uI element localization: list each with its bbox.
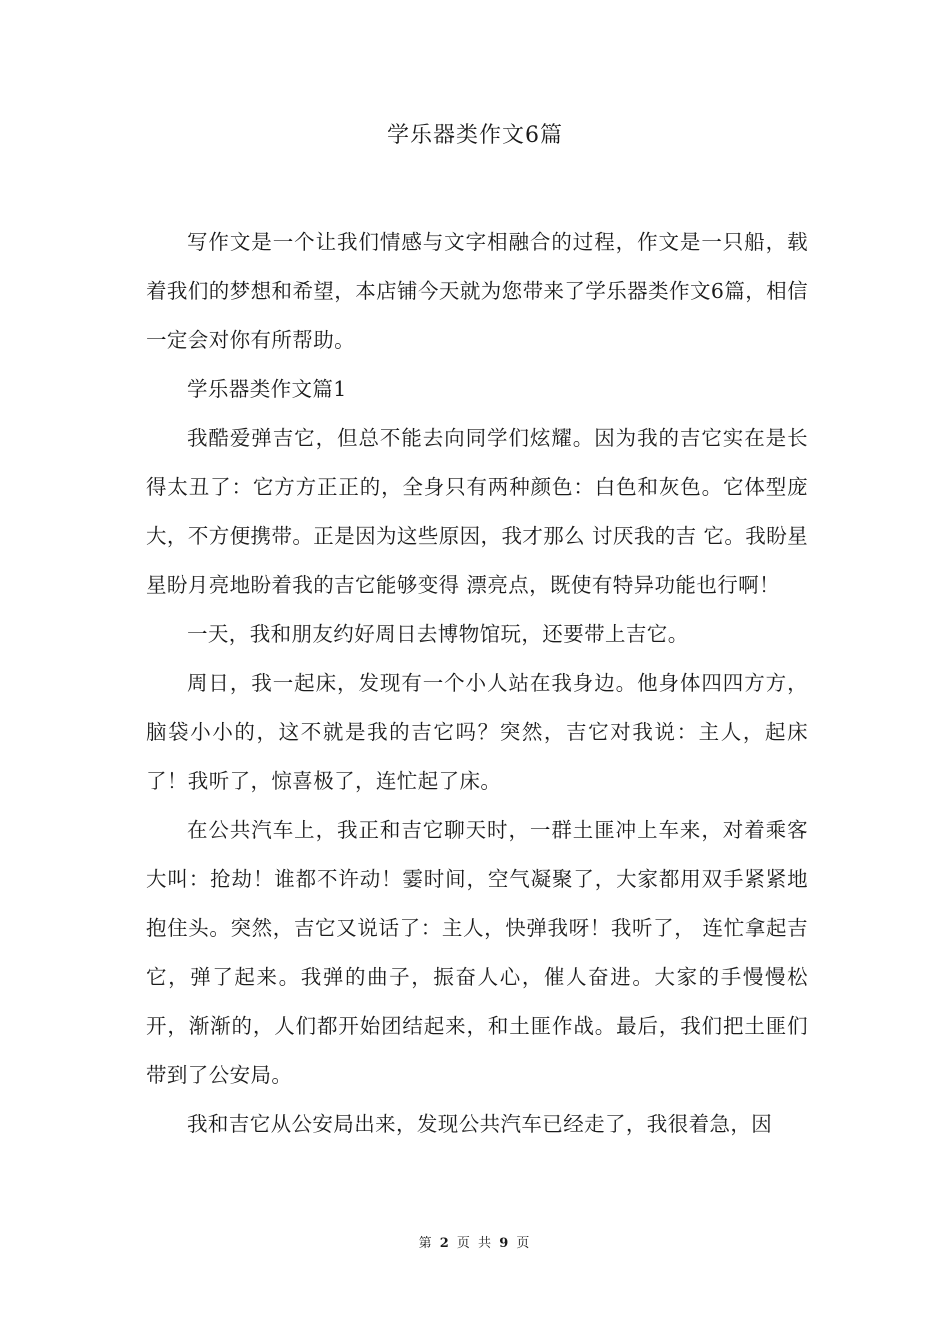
- total-page-number: 9: [499, 1236, 511, 1251]
- section-heading: 学乐器类作文篇1: [187, 377, 347, 401]
- body-paragraph: 周日，我一起床，发现有一个小人站在我身边。他身体四四方方，脑袋小小的，这不就是我的吉它吗？突然，吉它对我说：主人，起床了！我听了，惊喜极了，连忙起了床。: [146, 671, 808, 793]
- footer-prefix: 第: [418, 1236, 434, 1251]
- body-paragraph: 一天，我和朋友约好周日去博物馆玩，还要带上吉它。: [187, 622, 689, 646]
- footer-suffix: 页: [516, 1236, 532, 1251]
- current-page-number: 2: [439, 1236, 451, 1251]
- body-paragraph: 我和吉它从公安局出来，发现公共汽车已经走了，我很着急，因: [187, 1112, 773, 1136]
- page-footer: [0, 1232, 950, 1251]
- document-title: 学乐器类作文6篇: [387, 123, 563, 148]
- body-paragraph: 我酷爱弹吉它，但总不能去向同学们炫耀。因为我的吉它实在是长得太丑了：它方方正正的，全身只有两种颜色：白色和灰色。它体型庞大，不方便携带。正是因为这些原因，我才那么 讨厌我的吉 它。我盼星星盼月亮地盼着我的吉它能够变得 漂亮点，既使有特异功能也行啊！: [146, 426, 808, 597]
- body-paragraph: 在公共汽车上，我正和吉它聊天时，一群土匪冲上车来，对着乘客大叫：抢劫！谁都不许动！霎时间，空气凝聚了，大家都用双手紧紧地抱住头。突然，吉它又说话了：主人，快弹我呀！我听了， 连忙拿起吉它，弹了起来。我弹的曲子，振奋人心，催人奋进。大家的手慢慢松开，渐渐的，人们都开始团结起来，和土匪作战。最后，我们把土匪们带到了公安局。: [146, 818, 808, 1087]
- intro-paragraph: 写作文是一个让我们情感与文字相融合的过程，作文是一只船，载着我们的梦想和希望，本店铺今天就为您带来了学乐器类作文6篇，相信一定会对你有所帮助。: [146, 230, 808, 352]
- document-body: [146, 218, 808, 1149]
- footer-middle: 页 共: [456, 1236, 494, 1251]
